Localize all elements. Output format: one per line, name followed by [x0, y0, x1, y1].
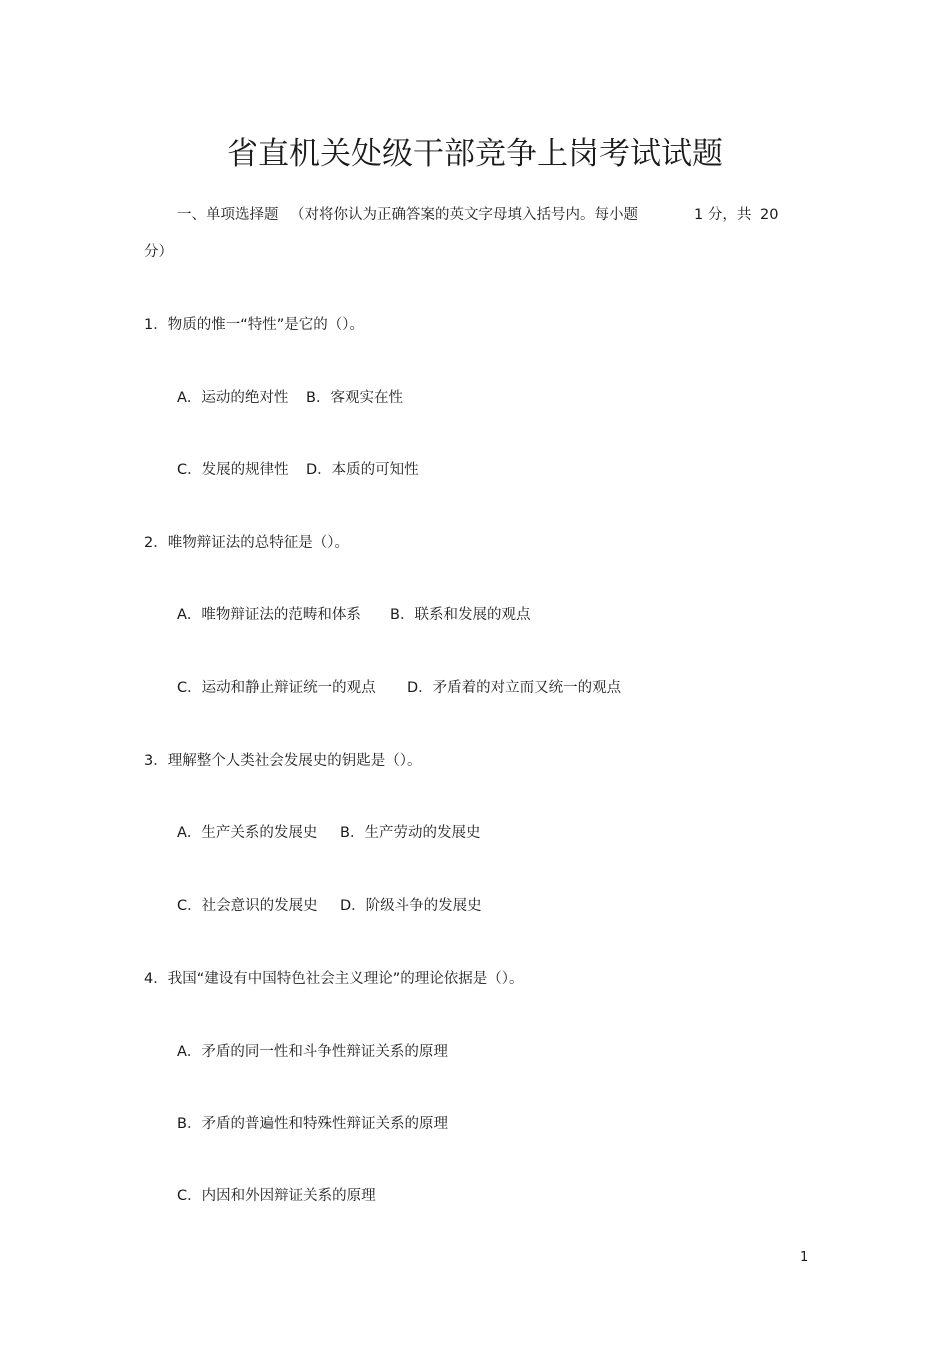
option-c: C．社会意识的发展史: [177, 898, 318, 914]
option-row: [0, 896, 950, 916]
option-a: A．唯物辩证法的范畴和体系: [177, 607, 361, 623]
option-b: B．联系和发展的观点: [390, 607, 531, 623]
option-row: [0, 678, 950, 698]
section-heading: 一、单项选择题: [177, 207, 279, 223]
section-score-each: 1 分，共: [694, 207, 752, 223]
section-instruction-text: （对将你认为正确答案的英文字母填入括号内。每小题: [290, 207, 638, 223]
option-c: C．运动和静止辩证统一的观点: [177, 680, 376, 696]
question-stem: 4．我国“建设有中国特色社会主义理论”的理论依据是（）。: [144, 971, 524, 987]
question-stem: 3．理解整个人类社会发展史的钥匙是（）。: [144, 753, 422, 769]
option-d: D．阶级斗争的发展史: [340, 898, 482, 914]
question-stem: 1．物质的惟一“特性”是它的（）。: [144, 317, 364, 333]
option-b: B．客观实在性: [306, 390, 403, 406]
option-b: B．生产劳动的发展史: [340, 825, 481, 841]
page-number: 1: [800, 1250, 809, 1265]
option-row: [0, 605, 950, 625]
section-instruction: [0, 205, 950, 225]
option-row: [0, 388, 950, 408]
option-d: D．矛盾着的对立而又统一的观点: [407, 680, 622, 696]
option-c: C．内因和外因辩证关系的原理: [177, 1188, 376, 1204]
option-a: A．运动的绝对性: [177, 390, 289, 406]
option-d: D．本质的可知性: [306, 462, 419, 478]
option-a: A．矛盾的同一性和斗争性辩证关系的原理: [177, 1044, 448, 1060]
option-c: C．发展的规律性: [177, 462, 289, 478]
section-score-total: 20: [760, 207, 779, 223]
question-stem: 2．唯物辩证法的总特征是（）。: [144, 535, 349, 551]
option-b: B．矛盾的普遍性和特殊性辩证关系的原理: [177, 1116, 448, 1132]
option-row: [0, 460, 950, 480]
option-row: [0, 823, 950, 843]
section-score-unit: 分）: [144, 244, 173, 260]
option-a: A．生产关系的发展史: [177, 825, 318, 841]
page-title: 省直机关处级干部竞争上岗考试试题: [227, 136, 723, 172]
